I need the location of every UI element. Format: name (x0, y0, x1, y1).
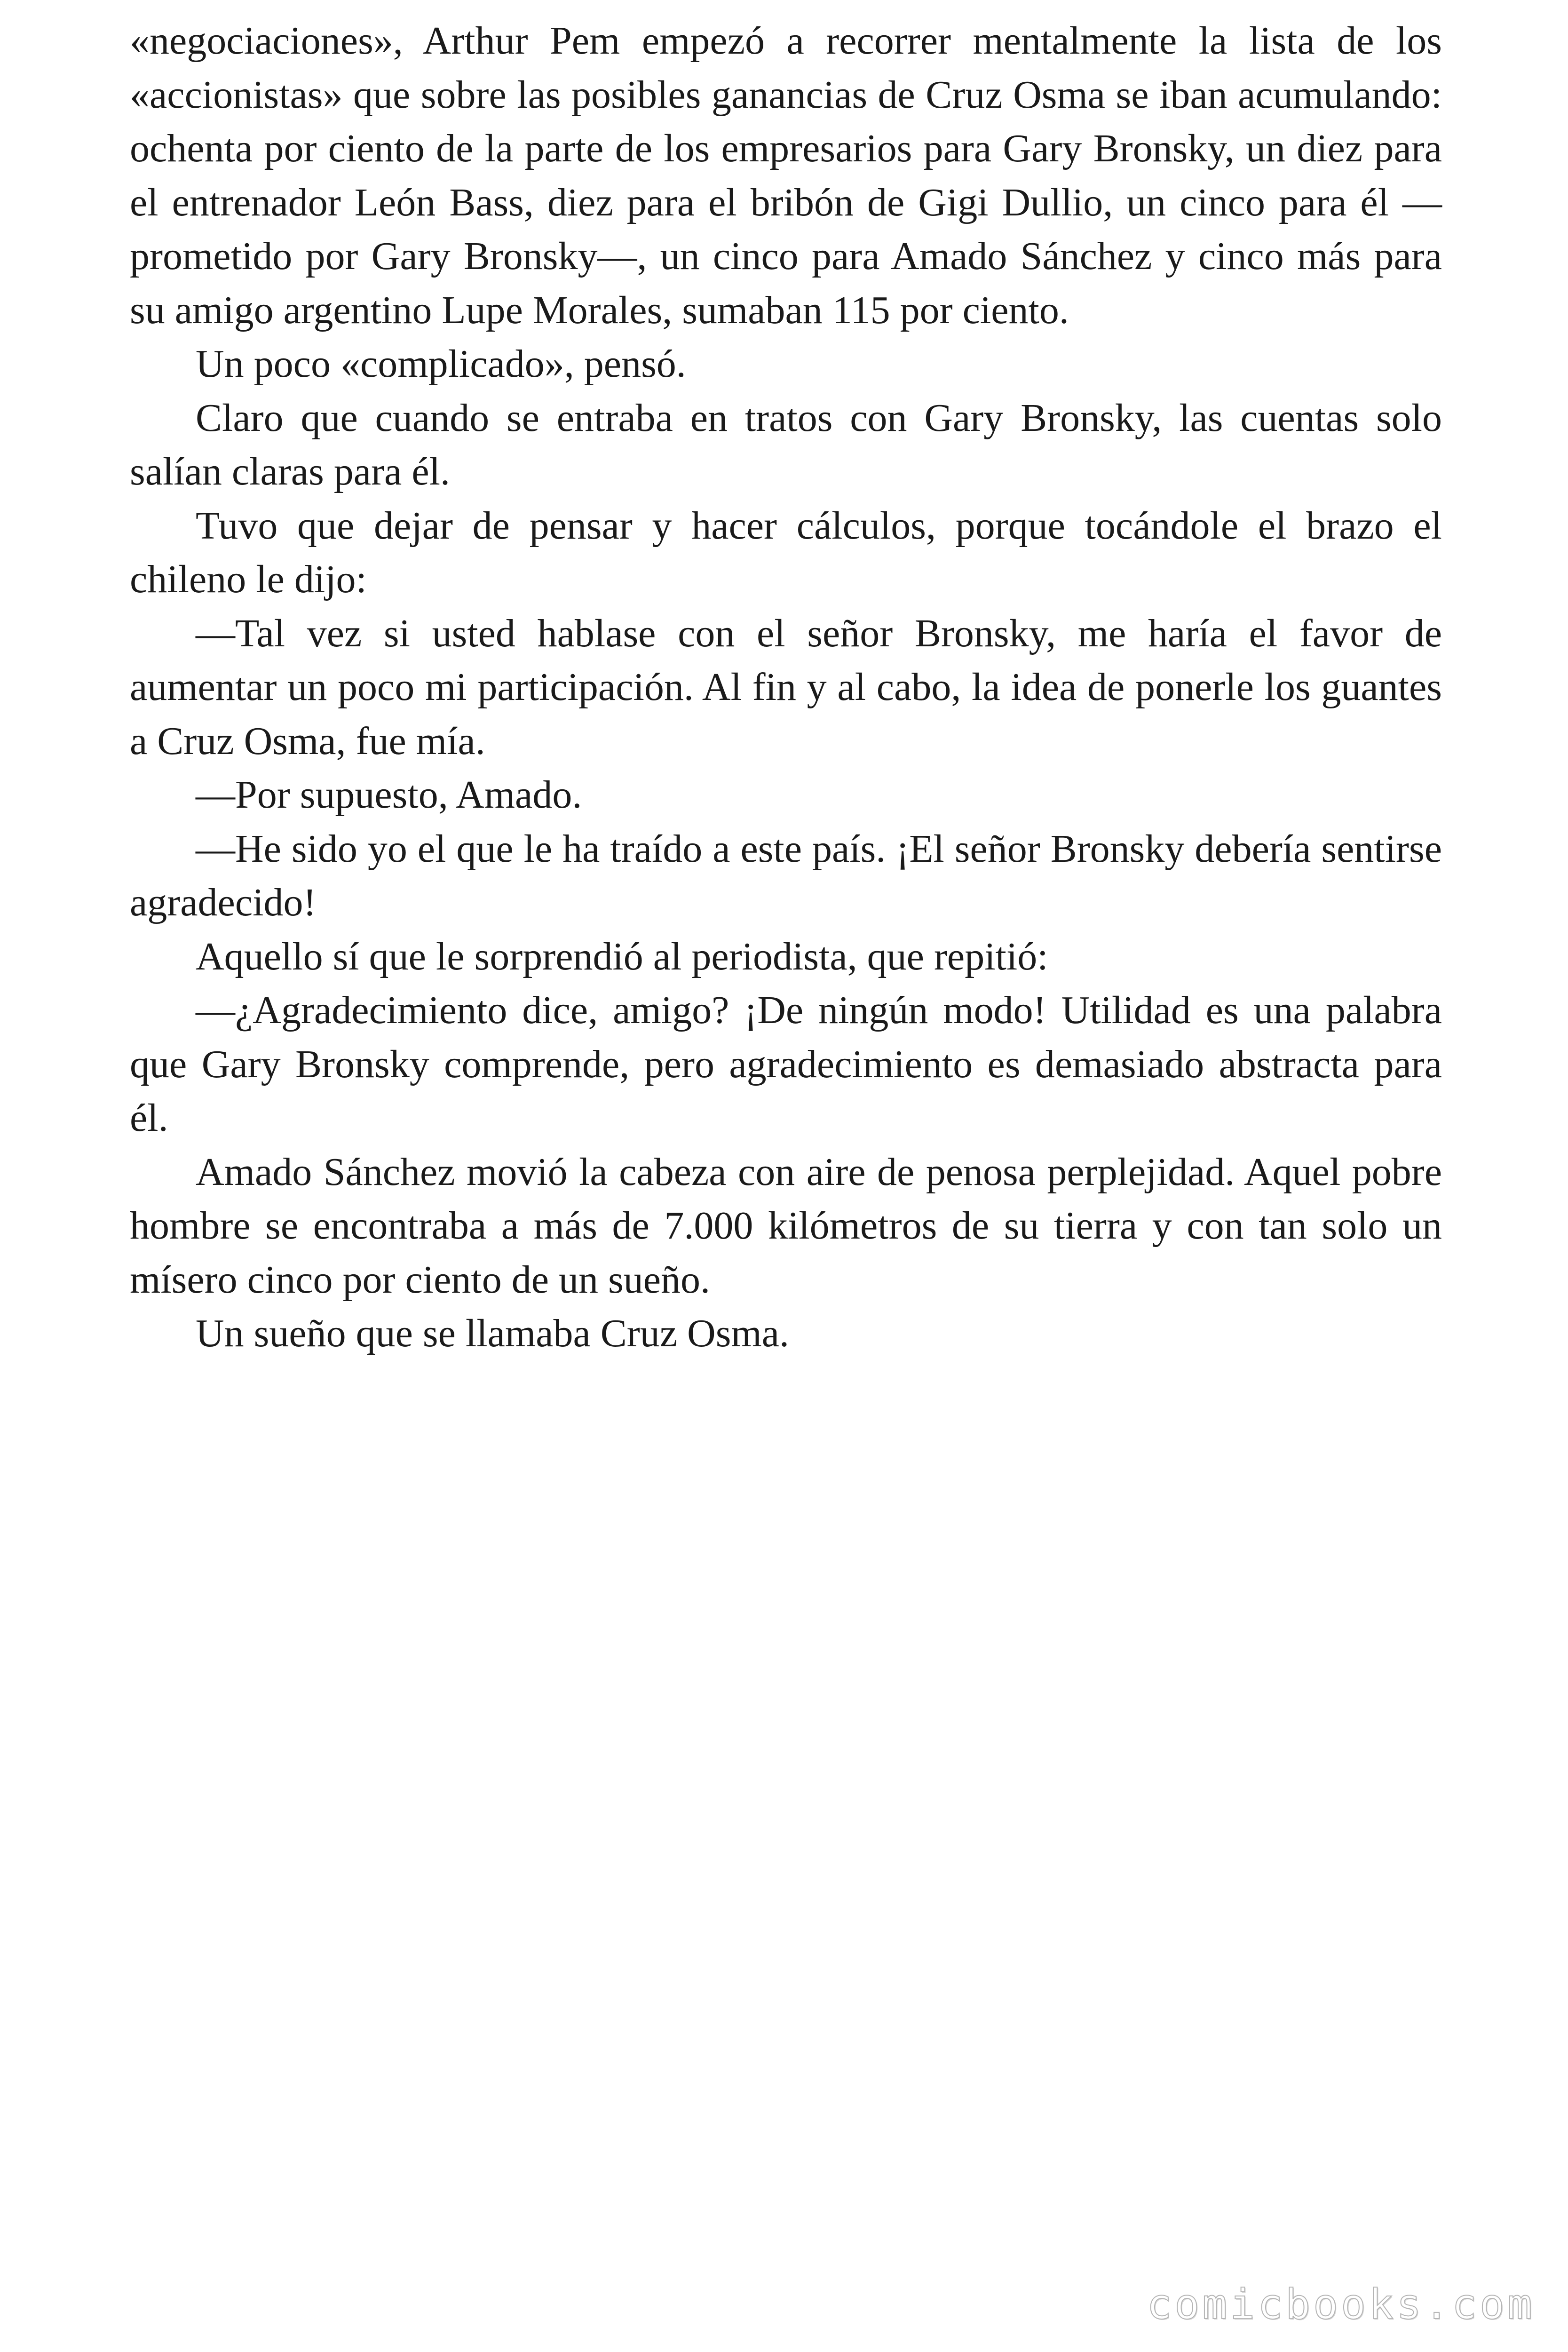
paragraph: Un poco «complicado», pensó. (196, 342, 686, 386)
watermark-text: comicbooks.com (1147, 2280, 1535, 2328)
paragraph: —¿Agradecimiento dice, amigo? ¡De ningún modo! Utilidad es una palabra que Gary Bronsky comprende, pero agradecimiento es demasiado abstracta para él. (130, 988, 1442, 1140)
paragraph: —He sido yo el que le ha traído a este país. ¡El señor Bronsky debería sentirse agradecido! (130, 826, 1442, 924)
paragraph: Claro que cuando se entraba en tratos con Gary Bronsky, las cuentas solo salían claras para él. (130, 396, 1442, 493)
paragraph: —Por supuesto, Amado. (196, 773, 582, 817)
page-body (130, 14, 1442, 1361)
paragraph: «negociaciones», Arthur Pem empezó a recorrer mentalmente la lista de los «accionistas» que sobre las posibles ganancias de Cruz Osma se iban acumulando: ochenta por ciento de la parte de los empresarios para Gary Bronsky, un diez para el entrenador León Bass, diez para el bribón de Gigi Dullio, un cinco para él —prometido por Gary Bronsky—, un cinco para Amado Sánchez y cinco más para su amigo argentino Lupe Morales, sumaban 115 por ciento. (130, 19, 1442, 332)
paragraph: Aquello sí que le sorprendió al periodista, que repitió: (196, 934, 1048, 978)
paragraph: Tuvo que dejar de pensar y hacer cálculos, porque tocándole el brazo el chileno le dijo: (130, 503, 1442, 601)
paragraph: Un sueño que se llamaba Cruz Osma. (196, 1311, 790, 1355)
paragraph: Amado Sánchez movió la cabeza con aire de penosa perplejidad. Aquel pobre hombre se encontraba a más de 7.000 kilómetros de su tierra y con tan solo un mísero cinco por ciento de un sueño. (130, 1150, 1442, 1302)
paragraph: —Tal vez si usted hablase con el señor Bronsky, me haría el favor de aumentar un poco mi participación. Al fin y al cabo, la idea de ponerle los guantes a Cruz Osma, fue mía. (130, 611, 1442, 763)
